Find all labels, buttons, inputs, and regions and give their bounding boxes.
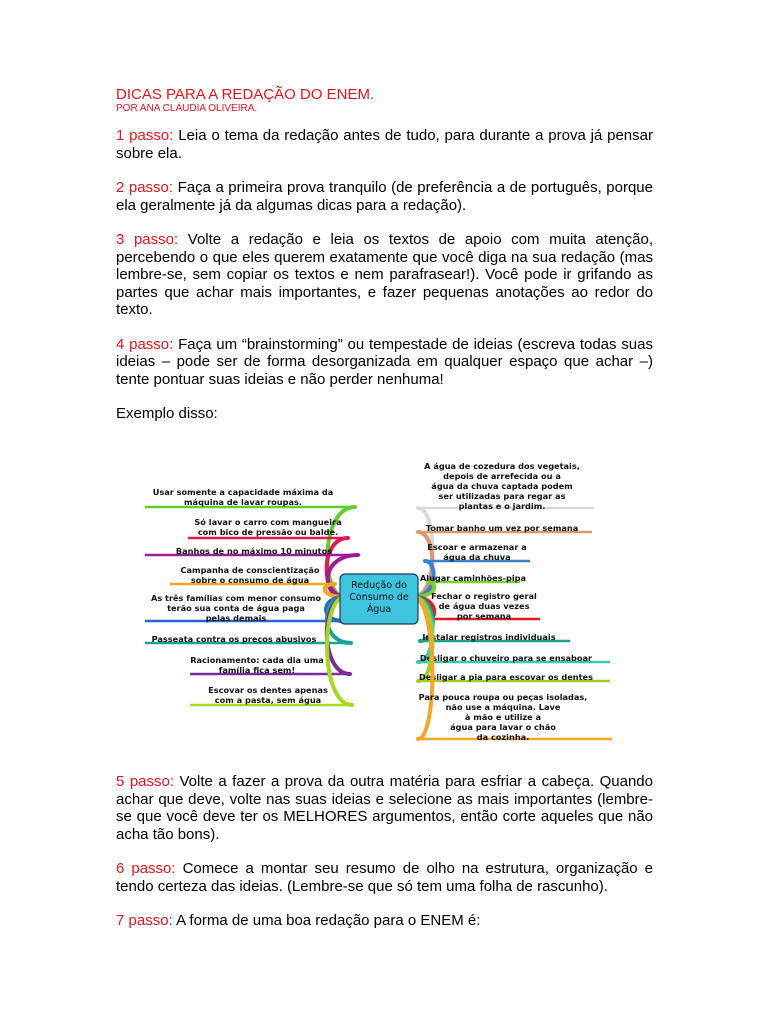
branch-label: ser utilizadas para regar as — [438, 491, 566, 501]
branch-label: água para lavar o chão — [450, 722, 556, 732]
step-paragraph — [116, 860, 653, 895]
document-author: POR ANA CLÁUDIA OLIVEIRA. — [116, 103, 258, 114]
step-text: Comece a montar seu resumo de olho na estrutura, organização e tendo certeza das ideias. (Lembre-se que só tem uma folha de rascunho). — [116, 860, 653, 895]
document-page-continued — [116, 773, 653, 947]
step-text: A forma de uma boa redação para o ENEM é: — [176, 912, 481, 929]
step-text: Faça um “brainstorming” ou tempestade de ideias (escreva todas suas ideias – pode ser de forma desorganizada em qualquer espaço que achar –) tente pontuar suas ideias e não perder nenhuma! — [116, 335, 653, 388]
branch-label: Banhos de no máximo 10 minutos — [175, 546, 333, 556]
branch-label: Escovar os dentes apenas — [208, 685, 328, 695]
step-text: Leia o tema da redação antes de tudo, para durante a prova já pensar sobre ela. — [116, 127, 653, 162]
branch-label: sobre o consumo de água — [190, 575, 310, 585]
branch-label: com a pasta, sem água — [214, 695, 322, 705]
branch-label: plantas e o jardim. — [458, 501, 546, 511]
step-text: Volte a fazer a prova da outra matéria para esfriar a cabeça. Quando achar que deve, volte nas suas ideias e selecione as mais importantes (lembre-se que você deve ter os MELHORES argumentos, então corte aqueles que não acha tão bons). — [116, 773, 653, 843]
branch-label: à mão e utilize a — [464, 712, 542, 722]
example-label: Exemplo disso: — [116, 405, 218, 422]
mind-map — [140, 447, 630, 752]
branch-label: Instalar registros individuais — [422, 632, 556, 642]
branch-label: Alugar caminhões-pipa — [419, 573, 527, 583]
branch-label: família fica sem! — [218, 665, 296, 675]
step-label: 5 passo: — [116, 773, 175, 790]
step-paragraph — [116, 127, 653, 162]
step-label: 3 passo: — [116, 231, 179, 248]
mind-map-diagram — [140, 447, 630, 752]
branch-label: Escoar e armazenar a — [427, 542, 527, 552]
mind-map-branch — [145, 593, 345, 623]
branch-label: Passeata contra os preços abusivos — [151, 634, 317, 644]
step-text: Faça a primeira prova tranquilo (de preferência a de português, porque ela geralmente já da algumas dicas para a redação). — [116, 179, 653, 214]
step-label: 7 passo: — [116, 912, 173, 929]
step-paragraph — [116, 179, 653, 214]
branch-label: máquina de lavar roupas. — [184, 497, 302, 507]
step-label: 6 passo: — [116, 860, 176, 877]
branch-label: depois de arrefecida ou a — [443, 471, 561, 481]
branch-label: com bico de pressão ou balde. — [197, 527, 339, 537]
branch-label: terão sua conta de água paga — [167, 603, 305, 613]
branch-label: de água duas vezes — [438, 601, 530, 611]
step-text: Volte a redação e leia os textos de apoio com muita atenção, percebendo o que eles querem exatamente que você diga na sua redação (mas lembre-se, sem copiar os textos e nem parafrasear!). Você pode ir grifando as partes que achar mais importantes, e fazer pequenas anotações ao redor do texto. — [116, 231, 653, 318]
branch-label: Tomar banho um vez por semana — [425, 523, 579, 533]
branch-label: A água de cozedura dos vegetais, — [424, 461, 580, 471]
step-paragraph — [116, 231, 653, 319]
branch-label: não use a máquina. Lave — [445, 702, 561, 712]
branch-label: As três famílias com menor consumo — [150, 593, 322, 603]
branch-label: por semana — [456, 611, 512, 621]
branch-label: Campanha de conscientização — [180, 565, 320, 575]
branch-label: Só lavar o carro com mangueira — [194, 517, 342, 527]
branch-label: Desligar o chuveiro para se ensaboar — [419, 653, 593, 663]
center-node-label: Redução do — [351, 580, 407, 591]
step-label: 4 passo: — [116, 335, 174, 353]
center-node-label: Água — [366, 604, 392, 615]
step-label: 1 passo: — [116, 127, 174, 144]
branch-label: água da chuva captada podem — [431, 481, 573, 491]
branch-label: da cozinha. — [476, 732, 530, 742]
document-title: DICAS PARA A REDAÇÃO DO ENEM. — [116, 86, 375, 103]
step-paragraph — [116, 912, 653, 930]
branch-label: Fechar o registro geral — [431, 591, 537, 601]
branch-label: Usar somente a capacidade máxima da — [152, 487, 334, 497]
mind-map-center-node — [340, 574, 418, 624]
branch-label: Racionamento: cada dia uma — [190, 655, 324, 665]
step-label: 2 passo: — [116, 179, 174, 196]
document-page — [116, 86, 653, 440]
branch-label: pelas demais — [205, 613, 267, 623]
branch-label: Para pouca roupa ou peças isoladas, — [418, 692, 588, 702]
branch-label: Desligar a pia para escovar os dentes — [419, 672, 593, 682]
branch-label: água da chuva — [443, 552, 511, 562]
step-paragraph — [116, 773, 653, 843]
step-paragraph — [116, 336, 653, 389]
center-node-label: Consumo de — [349, 592, 409, 603]
